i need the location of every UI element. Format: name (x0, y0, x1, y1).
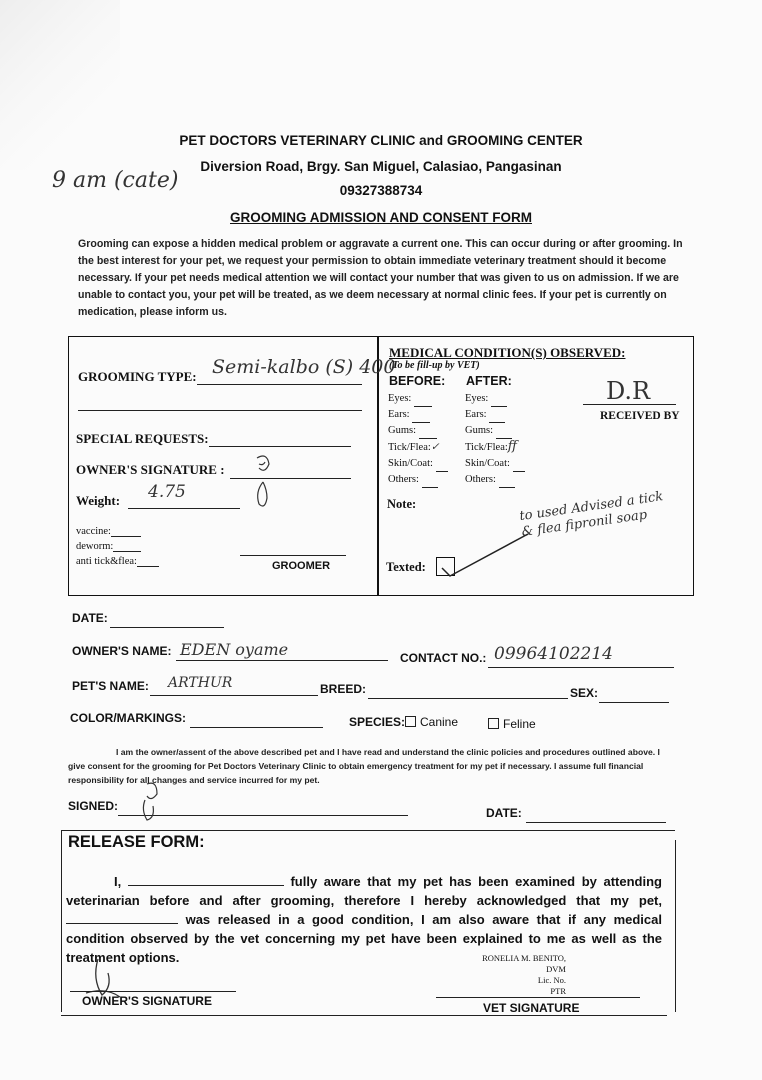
sex-field[interactable] (599, 688, 669, 703)
sex-label: SEX: (570, 686, 599, 700)
antitick-field[interactable] (137, 556, 159, 567)
before-others: Others: (388, 474, 419, 485)
before-tick-mark: ✓ (430, 441, 440, 453)
contact-label: CONTACT NO.: (400, 651, 487, 665)
date-field[interactable] (110, 613, 224, 628)
release-text-2: was released in a good condition, I am also aware that if any medical condition observed by the vet concerning my pet have been explained to me as well as the treatment options. (66, 912, 662, 965)
groomer-label: GROOMER (272, 560, 331, 572)
breed-label: BREED: (320, 682, 367, 696)
owner-name-value: EDEN oyame (180, 640, 289, 659)
vet-signature-label: VET SIGNATURE (483, 1001, 580, 1015)
signed-signature-icon (135, 778, 169, 826)
release-bottom-border (61, 1015, 667, 1016)
received-by-line[interactable] (583, 394, 676, 405)
contact-value: 09964102214 (494, 644, 613, 664)
after-others: Others: (465, 474, 496, 485)
vet-ptr: PTR (550, 986, 566, 996)
canine-option[interactable] (405, 715, 458, 729)
received-by-label: RECEIVED BY (600, 410, 680, 422)
special-requests-label: SPECIAL REQUESTS: (76, 431, 209, 446)
antitick-label: anti tick&flea: (76, 556, 137, 567)
breed-field[interactable] (368, 684, 568, 699)
canine-label: Canine (420, 715, 459, 729)
texted-checkmark-icon (440, 530, 530, 578)
received-by-value: D.R (606, 377, 651, 405)
before-ears: Ears: (388, 409, 410, 420)
texted-label: Texted: (386, 560, 426, 574)
release-left-border (61, 830, 62, 1012)
before-label: BEFORE: (389, 374, 446, 388)
before-skin: Skin/Coat: (388, 458, 433, 469)
after-skin: Skin/Coat: (465, 458, 510, 469)
after-ears: Ears: (465, 409, 487, 420)
consent-paragraph: I am the owner/assent of the above described pet and I have read and understand the clinic policies and procedures outlined above. I give consent for the grooming for Pet Doctors Veterinary Clinic to obtain emergency treatment for my pet if necessary. I assume full financial responsibility for all changes and service incurred for my pet. (68, 747, 660, 785)
vaccine-label: vaccine: (76, 526, 111, 537)
clinic-phone: 09327388734 (339, 183, 423, 198)
date-label: DATE: (72, 611, 108, 625)
after-list (465, 391, 525, 488)
before-gums-field[interactable] (419, 430, 437, 439)
grooming-type-value: Semi-kalbo (S) 400 (212, 356, 396, 378)
vet-name: RONELIA M. BENITO, DVM (482, 953, 566, 974)
signed-label: SIGNED: (68, 799, 119, 813)
feline-option[interactable] (488, 717, 536, 731)
after-others-field[interactable] (499, 479, 515, 488)
color-field[interactable] (190, 713, 323, 728)
canine-checkbox[interactable] (405, 716, 416, 727)
after-eyes: Eyes: (465, 393, 489, 404)
after-ears-field[interactable] (489, 414, 505, 423)
form-title: GROOMING ADMISSION AND CONSENT FORM (230, 210, 532, 225)
weight-value: 4.75 (148, 482, 186, 502)
after-eyes-field[interactable] (491, 398, 507, 407)
after-tick-mark: ff (507, 439, 518, 454)
intro-paragraph: Grooming can expose a hidden medical problem or aggravate a current one. This can occur during or after grooming. In the best interest for your pet, we request your permission to obtain immediate veterinary treatment should it become necessary. If your pet needs medical attention we will contact your number that was given to us on admission. If we are unable to contact you, your pet will be treated, as we deem necessary at normal clinic fees. If your pet is currently on medication, please inform us. (78, 238, 683, 318)
after-skin-field[interactable] (513, 463, 525, 472)
medical-title: MEDICAL CONDITION(S) OBSERVED: (389, 345, 626, 360)
after-tick: Tick/Flea: (465, 442, 508, 453)
groomer-signature-line[interactable] (240, 543, 346, 556)
after-gums: Gums: (465, 425, 494, 436)
release-text-1: fully aware that my pet has been examined by attending veterinarian before and after grooming, therefore I hereby acknowledged that my pet, (66, 874, 662, 908)
owner-release-signature-line[interactable] (70, 979, 236, 992)
owner-signature-label: OWNER'S SIGNATURE : (76, 462, 225, 477)
feline-checkbox[interactable] (488, 718, 499, 729)
grooming-type-extra-line[interactable] (78, 396, 362, 411)
owner-name-label: OWNER'S NAME: (72, 644, 172, 658)
note-text: to used Advised a tick & flea fipronil soap (518, 489, 665, 540)
handwritten-time-note: 9 am (cate) (52, 168, 179, 193)
release-right-border (675, 840, 676, 1012)
before-eyes-field[interactable] (414, 398, 432, 407)
before-skin-field[interactable] (436, 463, 448, 472)
before-list (388, 391, 448, 488)
grooming-type-label: GROOMING TYPE: (78, 369, 197, 384)
special-requests-field[interactable] (209, 432, 351, 447)
feline-label: Feline (503, 717, 536, 731)
release-pet-name-field[interactable] (66, 911, 178, 924)
species-label: SPECIES: (349, 715, 406, 729)
signature-scribble-icon (245, 452, 285, 514)
release-top-border (61, 830, 675, 831)
clinic-name: PET DOCTORS VETERINARY CLINIC and GROOMING CENTER (179, 133, 583, 148)
vet-signature-line[interactable] (436, 985, 640, 998)
release-i-label: I, (114, 874, 122, 889)
medical-subtitle: (To be fill-up by VET) (389, 360, 480, 371)
release-paragraph (66, 872, 662, 967)
after-label: AFTER: (466, 374, 512, 388)
pet-name-value: ARTHUR (168, 675, 233, 691)
vet-lic: Lic. No. (537, 975, 566, 985)
weight-label: Weight: (76, 493, 121, 508)
pet-name-label: PET'S NAME: (72, 679, 149, 693)
owner-release-signature-label: OWNER'S SIGNATURE (82, 994, 212, 1008)
before-others-field[interactable] (422, 479, 438, 488)
after-gums-field[interactable] (496, 430, 512, 439)
color-label: COLOR/MARKINGS: (70, 711, 186, 725)
date2-field[interactable] (526, 808, 666, 823)
deworm-field[interactable] (113, 541, 141, 552)
before-eyes: Eyes: (388, 393, 412, 404)
release-title: RELEASE FORM: (68, 833, 205, 851)
deworm-label: deworm: (76, 541, 114, 552)
date2-label: DATE: (486, 806, 522, 820)
before-tick: Tick/Flea: (388, 442, 431, 453)
clinic-address: Diversion Road, Brgy. San Miguel, Calasiao, Pangasinan (200, 159, 562, 174)
note-label: Note: (387, 497, 417, 511)
release-owner-name-field[interactable] (128, 873, 284, 886)
vaccine-field[interactable] (111, 526, 141, 537)
before-gums: Gums: (388, 425, 417, 436)
before-ears-field[interactable] (412, 414, 430, 423)
